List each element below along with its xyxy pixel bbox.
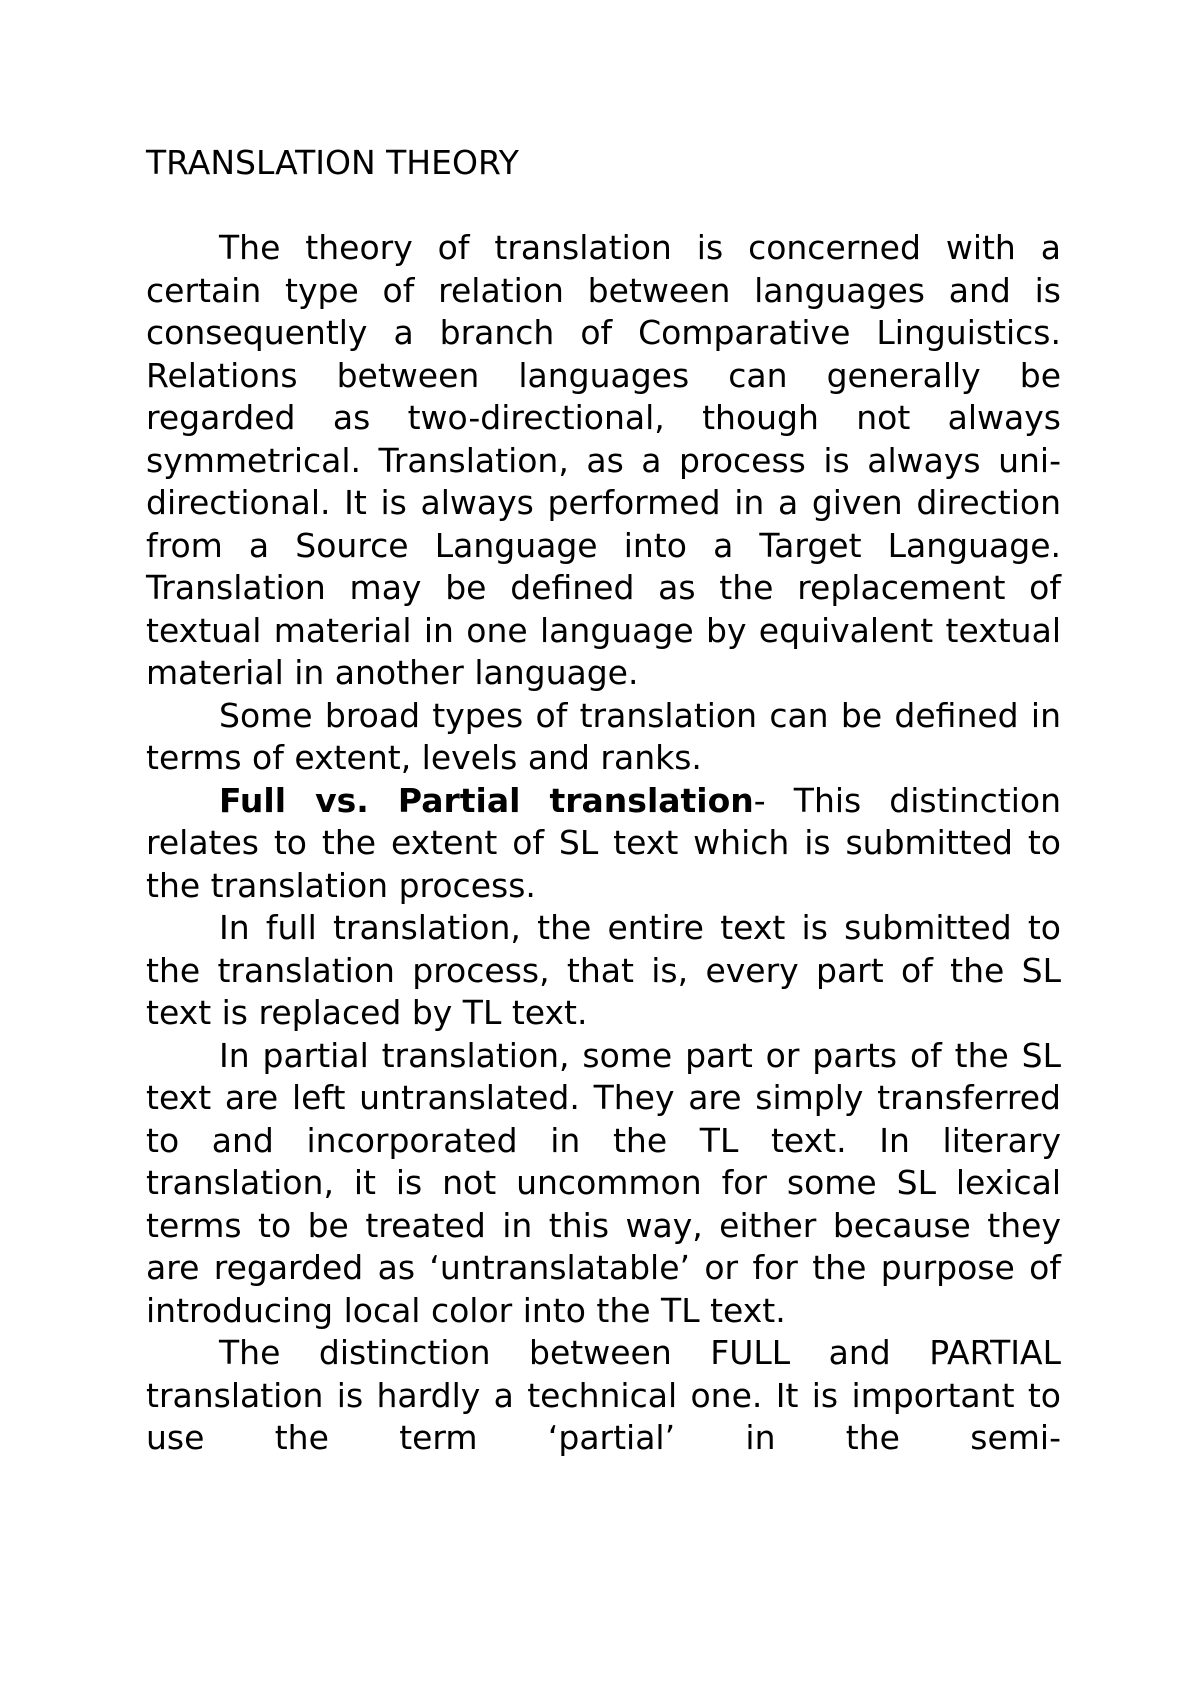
paragraph-partial-translation: In partial translation, some part or parts of the SL text are left untranslated. They are simply transferred to and incorporated in the TL text. In literary translation, it is not uncommon for some SL lexical terms to be treated in this way, either because they are regarded as ‘untranslatable’ or for the purpose of introducing local color into the TL text. — [146, 1035, 1061, 1330]
paragraph-distinction: The distinction between FULL and PARTIAL translation is hardly a technical one. It is important to use the term ‘partial’ in the semi- — [146, 1333, 1061, 1457]
blank-line — [146, 185, 1061, 228]
term-full-vs-partial: Full vs. Partial translation — [219, 780, 754, 820]
paragraph-full-vs-partial — [146, 780, 1061, 908]
paragraph-full-vs-partial-text: - This distinction relates to the extent of SL text which is submitted to the translation process. — [146, 780, 1061, 905]
document-page — [146, 142, 1061, 1460]
document-title: TRANSLATION THEORY — [146, 143, 519, 182]
paragraph-broad-types: Some broad types of translation can be defined in terms of extent, levels and ranks. — [146, 695, 1061, 777]
paragraph-full-translation: In full translation, the entire text is submitted to the translation process, that is, every part of the SL text is replaced by TL text. — [146, 908, 1061, 1032]
paragraph-theory-intro: The theory of translation is concerned with a certain type of relation between languages and is consequently a branch of Comparative Linguistics. Relations between languages can generally be regarded as two-directional, though not always symmetrical. Translation, as a process is always uni-directional. It is always performed in a given direction from a Source Language into a Target Language. Translation may be defined as the replacement of textual material in one language by equivalent textual material in another language. — [146, 228, 1061, 692]
